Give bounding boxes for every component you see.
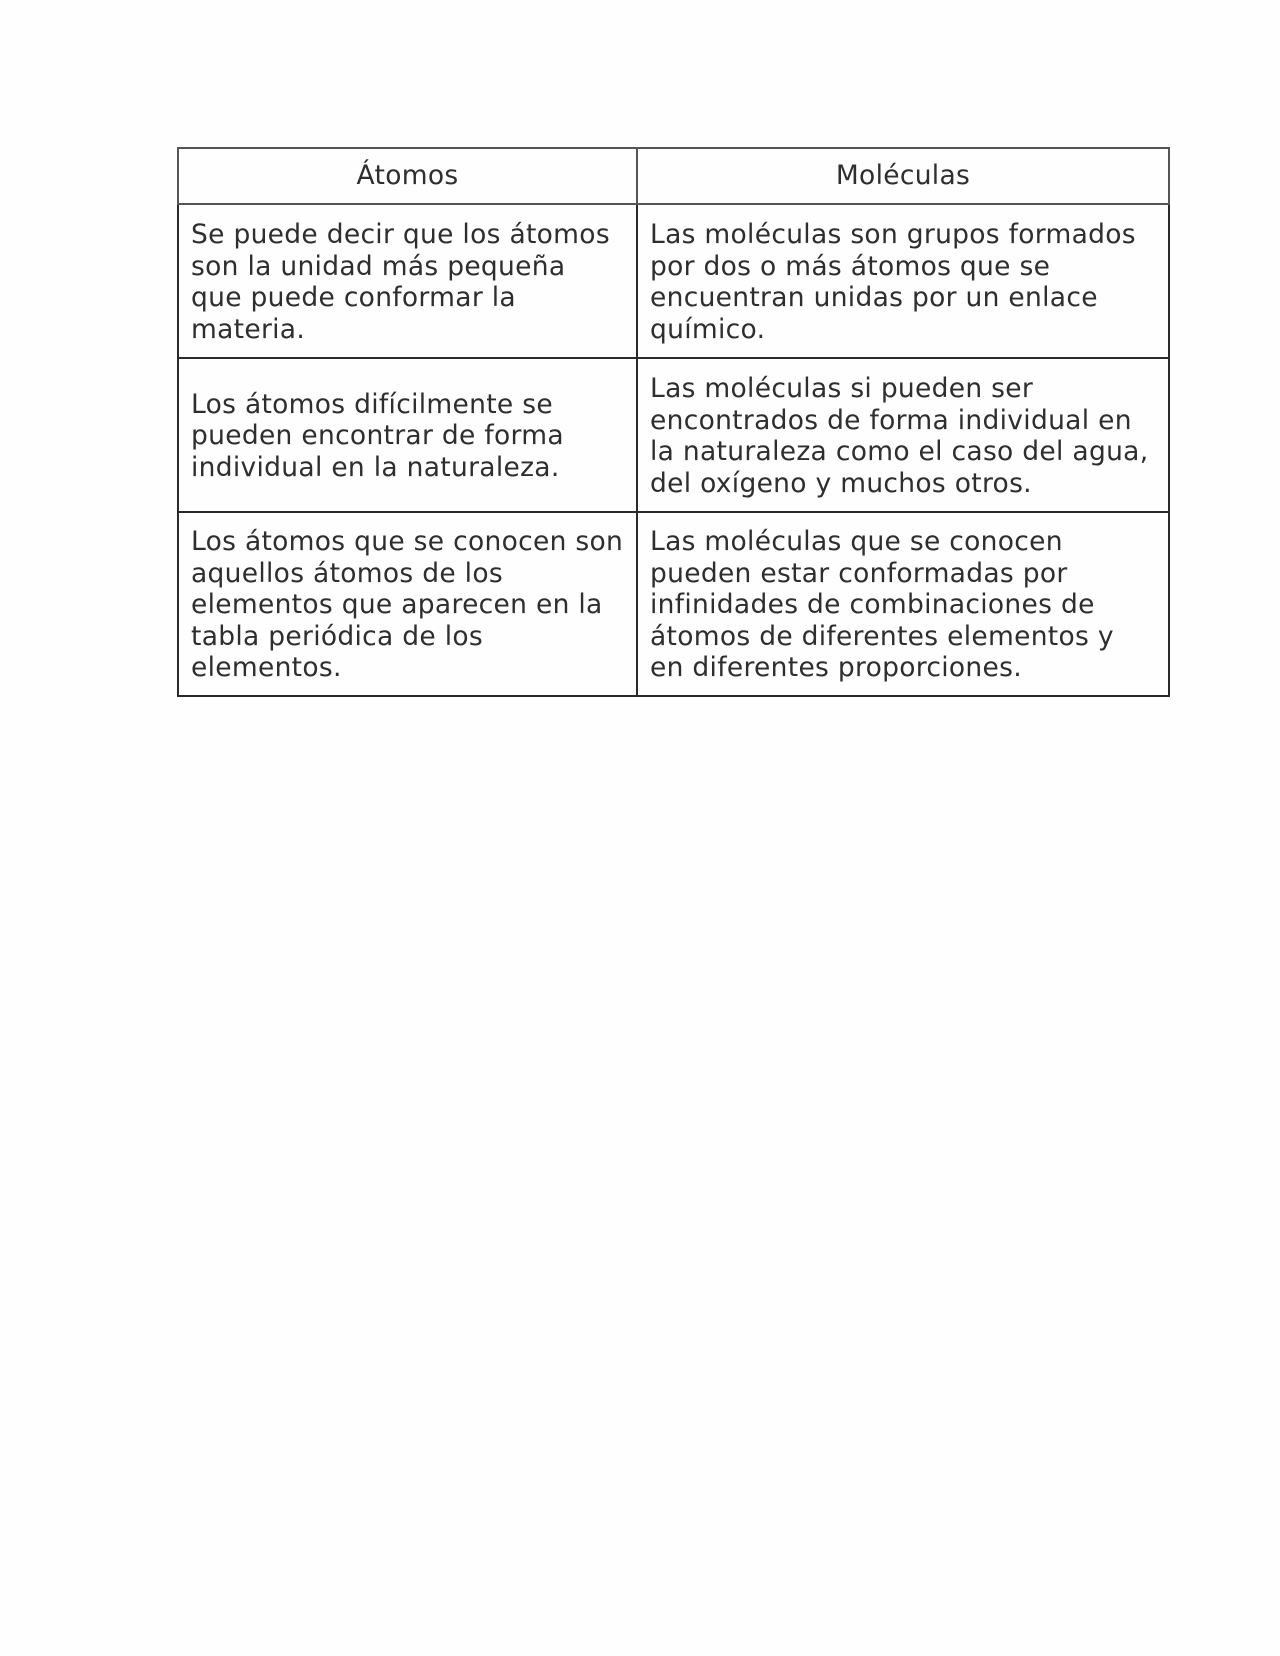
table-cell-atomos: Los átomos que se conocen son aquellos átomos de los elementos que aparecen en la tabla periódica de los elementos. xyxy=(178,512,637,696)
table-cell-moleculas: Las moléculas que se conocen pueden estar conformadas por infinidades de combinaciones de átomos de diferentes elementos y en diferentes proporciones. xyxy=(637,512,1169,696)
table-header-row xyxy=(178,148,1169,204)
column-header-moleculas: Moléculas xyxy=(637,148,1169,204)
table-row xyxy=(178,512,1169,696)
table-row xyxy=(178,358,1169,512)
table-header xyxy=(178,148,1169,204)
column-header-atomos: Átomos xyxy=(178,148,637,204)
table-cell-moleculas: Las moléculas son grupos formados por dos o más átomos que se encuentran unidas por un enlace químico. xyxy=(637,204,1169,358)
comparison-table xyxy=(177,147,1170,697)
table-cell-moleculas: Las moléculas si pueden ser encontrados de forma individual en la naturaleza como el caso del agua, del oxígeno y muchos otros. xyxy=(637,358,1169,512)
table-cell-atomos: Se puede decir que los átomos son la unidad más pequeña que puede conformar la materia. xyxy=(178,204,637,358)
table-row xyxy=(178,204,1169,358)
table-body xyxy=(178,204,1169,696)
table-cell-atomos: Los átomos difícilmente se pueden encontrar de forma individual en la naturaleza. xyxy=(178,358,637,512)
